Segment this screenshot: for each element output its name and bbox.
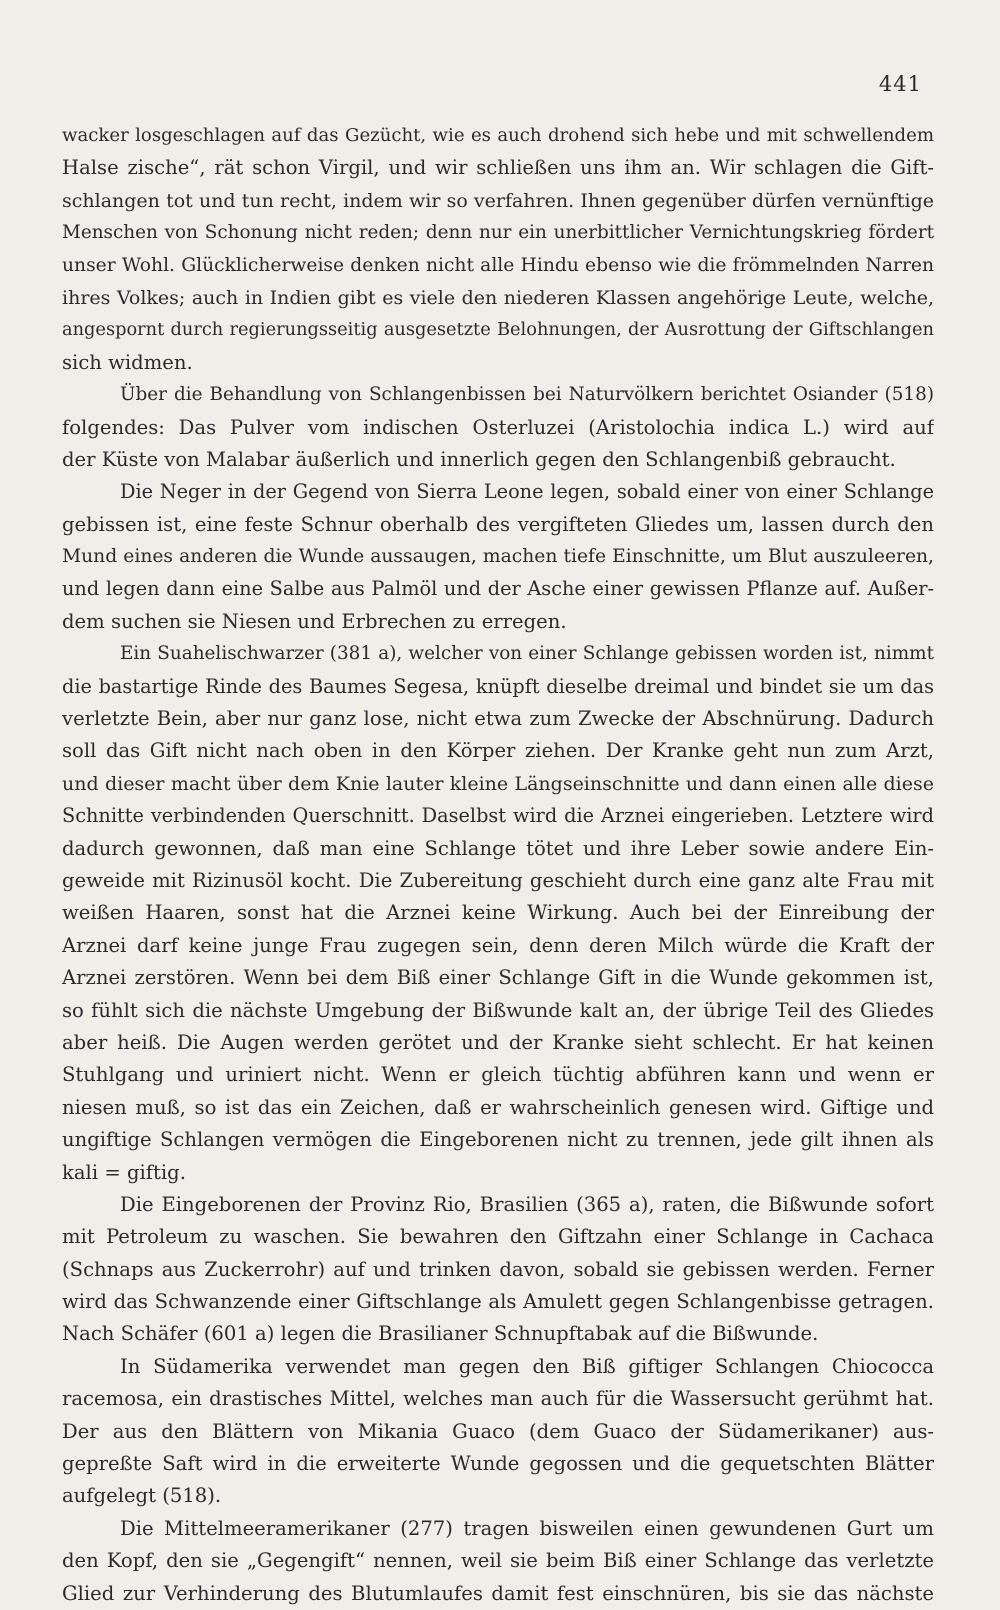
text-line: (Schnaps aus Zuckerrohr) auf und trinken davon, sobald sie gebissen werden. Ferner (62, 1257, 934, 1281)
text-line: Glied zur Verhinderung des Blutumlaufes damit fest einschnüren, bis sie das nächste (62, 1581, 934, 1605)
text-line: schlangen tot und tun recht, indem wir so verfahren. Ihnen gegenüber dürfen vernünftige (62, 189, 934, 212)
text-line: Schnitte verbindenden Querschnitt. Daselbst wird die Arznei eingerieben. Letztere wird (62, 804, 934, 828)
text-line: Die Eingeborenen der Provinz Rio, Brasilien (365 a), raten, die Bißwunde sofort (120, 1192, 934, 1216)
text-line: ungiftige Schlangen vermögen die Eingeborenen nicht zu trennen, jede gilt ihnen als (62, 1128, 934, 1152)
text-line: gebissen ist, eine feste Schnur oberhalb des vergifteten Gliedes um, lassen durch den (62, 512, 934, 536)
text-line: aber heiß. Die Augen werden gerötet und der Kranke sieht schlecht. Er hat keinen (62, 1030, 934, 1054)
text-line: aufgelegt (518). (62, 1484, 222, 1508)
text-line: und dieser macht über dem Knie lauter kleine Längseinschnitte und dann einen alle diese (62, 772, 934, 795)
text-line: mit Petroleum zu waschen. Sie bewahren den Giftzahn einer Schlange in Cachaca (62, 1225, 934, 1249)
text-line: wacker losgeschlagen auf das Gezücht, wie es auch drohend sich hebe und mit schwellendem (62, 125, 934, 146)
text-line: Die Mittelmeeramerikaner (277) tragen bisweilen einen gewundenen Gurt um (120, 1516, 934, 1540)
text-line: dadurch gewonnen, daß man eine Schlange tötet und ihre Leber sowie andere Ein- (62, 836, 934, 860)
text-line: ihres Volkes; auch in Indien gibt es viele den niederen Klassen angehörige Leute, welche, (62, 286, 934, 309)
text-line: Menschen von Schonung nicht reden; denn nur ein unerbittlicher Vernichtungskrieg fördert (62, 222, 934, 244)
text-line: Über die Behandlung von Schlangenbissen bei Naturvölkern berichtet Osiander (518) (120, 384, 934, 406)
text-line: Nach Schäfer (601 a) legen die Brasilianer Schnupftabak auf die Bißwunde. (62, 1322, 819, 1346)
text-line: wird das Schwanzende einer Giftschlange als Amulett gegen Schlangenbisse getragen. (62, 1290, 934, 1314)
text-line: gepreßte Saft wird in die erweiterte Wunde gegossen und die gequetschten Blätter (62, 1452, 934, 1476)
text-line: angespornt durch regierungsseitig ausgesetzte Belohnungen, der Ausrottung der Giftschlangen (62, 319, 934, 341)
text-line: verletzte Bein, aber nur ganz lose, nicht etwa zum Zwecke der Abschnürung. Dadurch (62, 707, 934, 731)
text-line: die bastartige Rinde des Baumes Segesa, knüpft dieselbe dreimal und bindet sie um das (62, 674, 934, 698)
text-line: Die Neger in der Gegend von Sierra Leone legen, sobald einer von einer Schlange (120, 480, 934, 504)
body-text (62, 120, 934, 1610)
text-line: racemosa, ein drastisches Mittel, welches man auch für die Wassersucht gerühmt hat. (62, 1387, 934, 1411)
text-line: Der aus den Blättern von Mikania Guaco (dem Guaco der Südamerikaner) aus- (62, 1419, 934, 1443)
page-number: 441 (878, 72, 922, 96)
text-line: den Kopf, den sie „Gegengift“ nennen, weil sie beim Biß einer Schlange das verletzte (62, 1549, 934, 1573)
text-line: niesen muß, so ist das ein Zeichen, daß er wahrscheinlich genesen wird. Giftige und (62, 1095, 934, 1119)
text-line: und legen dann eine Salbe aus Palmöl und der Asche einer gewissen Pflanze auf. Außer- (62, 577, 934, 601)
text-line: geweide mit Rizinusöl kocht. Die Zubereitung geschieht durch eine ganz alte Frau mit (62, 868, 934, 892)
text-line: sich widmen. (62, 350, 193, 374)
text-line: In Südamerika verwendet man gegen den Biß giftiger Schlangen Chiococca (120, 1354, 934, 1378)
text-line: dem suchen sie Niesen und Erbrechen zu erregen. (62, 609, 567, 633)
text-line: weißen Haaren, sonst hat die Arznei keine Wirkung. Auch bei der Einreibung der (62, 901, 934, 925)
text-line: unser Wohl. Glücklicherweise denken nicht alle Hindu ebenso wie die frömmelnden Narren (62, 254, 934, 276)
text-line: Mund eines anderen die Wunde aussaugen, machen tiefe Einschnitte, um Blut auszuleeren, (62, 546, 934, 568)
text-line: Arznei zerstören. Wenn bei dem Biß einer Schlange Gift in die Wunde gekommen ist, (62, 966, 934, 990)
text-line: kali = giftig. (62, 1160, 186, 1184)
text-line: der Küste von Malabar äußerlich und innerlich gegen den Schlangenbiß gebraucht. (62, 447, 896, 471)
text-line: Arznei darf keine junge Frau zugegen sein, denn deren Milch würde die Kraft der (62, 933, 934, 957)
text-line: so fühlt sich die nächste Umgebung der Bißwunde kalt an, der übrige Teil des Gliedes (62, 998, 934, 1022)
text-line: soll das Gift nicht nach oben in den Körper ziehen. Der Kranke geht nun zum Arzt, (62, 739, 934, 763)
text-line: Halse zische“, rät schon Virgil, und wir schließen uns ihm an. Wir schlagen die Gift- (62, 156, 934, 180)
text-line: folgendes: Das Pulver vom indischen Osterluzei (Aristolochia indica L.) wird auf (62, 415, 934, 439)
text-line: Stuhlgang und uriniert nicht. Wenn er gleich tüchtig abführen kann und wenn er (62, 1063, 934, 1087)
text-line: Ein Suahelischwarzer (381 a), welcher von einer Schlange gebissen worden ist, nimmt (120, 643, 934, 665)
